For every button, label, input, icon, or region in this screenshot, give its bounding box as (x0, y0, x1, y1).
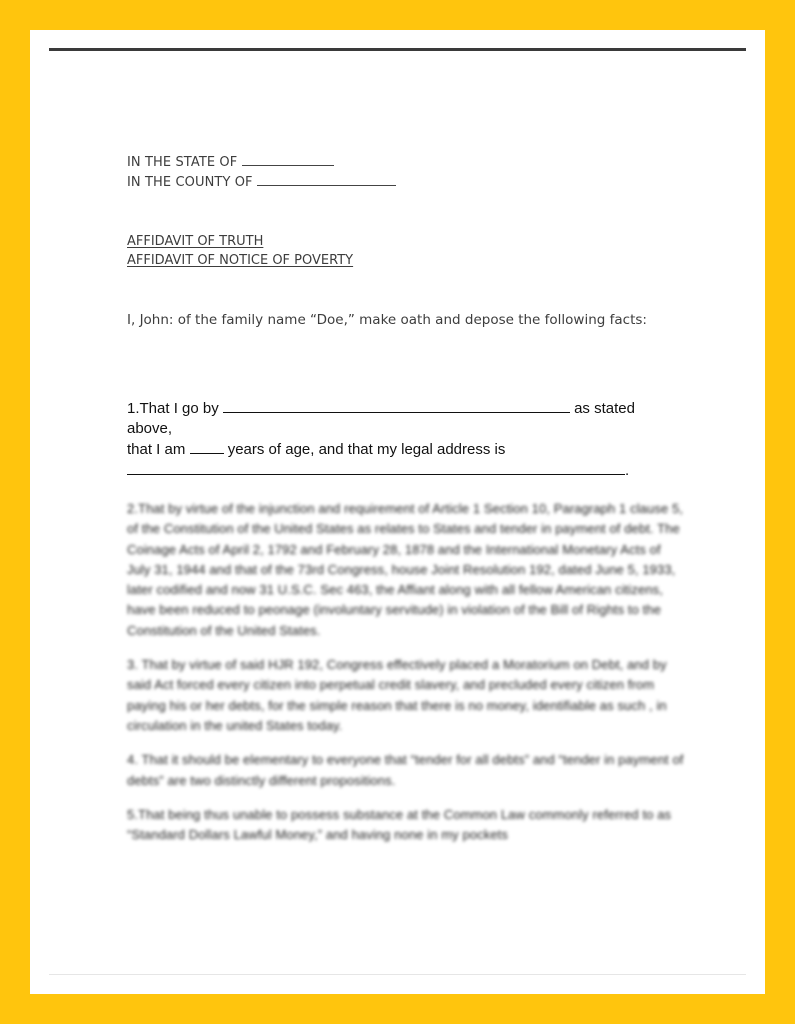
fact-1-part-3: above, (127, 420, 173, 437)
title-block (127, 232, 687, 270)
fact-1-end: . (625, 462, 630, 479)
fact-1-part-4: that I am (127, 441, 186, 458)
county-line (127, 173, 687, 193)
fact-1-row-1 (127, 398, 687, 419)
affidavit-title-1: AFFIDAVIT OF TRUTH (127, 234, 264, 249)
document-body (127, 153, 687, 845)
paragraph-5: 5.That being thus unable to possess substance at the Common Law commonly referred to as “Standard Dollars Lawful Money,” and having none in my pockets (127, 806, 672, 843)
state-label: IN THE STATE OF (127, 155, 238, 170)
name-blank[interactable] (223, 398, 570, 413)
address-blank[interactable] (127, 460, 625, 475)
oath-statement: I, John: of the family name “Doe,” make oath and depose the following facts: (127, 312, 647, 328)
county-label: IN THE COUNTY OF (127, 175, 253, 190)
document-page (30, 30, 765, 994)
paragraph-3: 3. That by virtue of said HJR 192, Congress effectively placed a Moratorium on Debt, and by said Act forced every citizen into perpetual credit slavery, and precluded every citizen from paying his or her debts, for the simple reason that there is no money, identifiable as such , in circulation in the united States today. (127, 657, 667, 733)
fact-1 (127, 398, 687, 481)
top-divider (49, 48, 746, 51)
fact-1-row-4 (127, 460, 687, 481)
fact-1-part-5: years of age, and that my legal address is (227, 441, 506, 458)
affidavit-title-2: AFFIDAVIT OF NOTICE OF POVERTY (127, 253, 354, 268)
county-blank[interactable] (257, 173, 396, 186)
age-blank[interactable] (190, 439, 224, 454)
fact-1-part-2: as stated (574, 400, 635, 417)
state-line (127, 153, 687, 173)
paragraph-2: 2.That by virtue of the injunction and requirement of Article 1 Section 10, Paragraph 1 clause 5, of the Constitution of the United States as relates to States and tender in payment of debt. The Coinage Acts of April 2, 1792 and February 28, 1878 and the International Monetary Acts of July 31, 1944 and that of the 73rd Congress, house Joint Resolution 192, dated June 5, 1933, later codified and now 31 U.S.C. Sec 463, the Affiant along with all fellow American citizens, have been reduced to peonage (involuntary servitude) in violation of the Bill of Rights to the Constitution of the United States. (127, 501, 684, 638)
fact-1-part-1: 1.That I go by (127, 400, 219, 417)
paragraph-4: 4. That it should be elementary to everyone that “tender for all debts” and “tender in payment of debts” are two distinctly different propositions. (127, 752, 684, 788)
fact-1-row-2 (127, 419, 687, 439)
bottom-divider (49, 974, 746, 975)
fact-1-row-3 (127, 439, 687, 460)
state-blank[interactable] (242, 153, 334, 166)
